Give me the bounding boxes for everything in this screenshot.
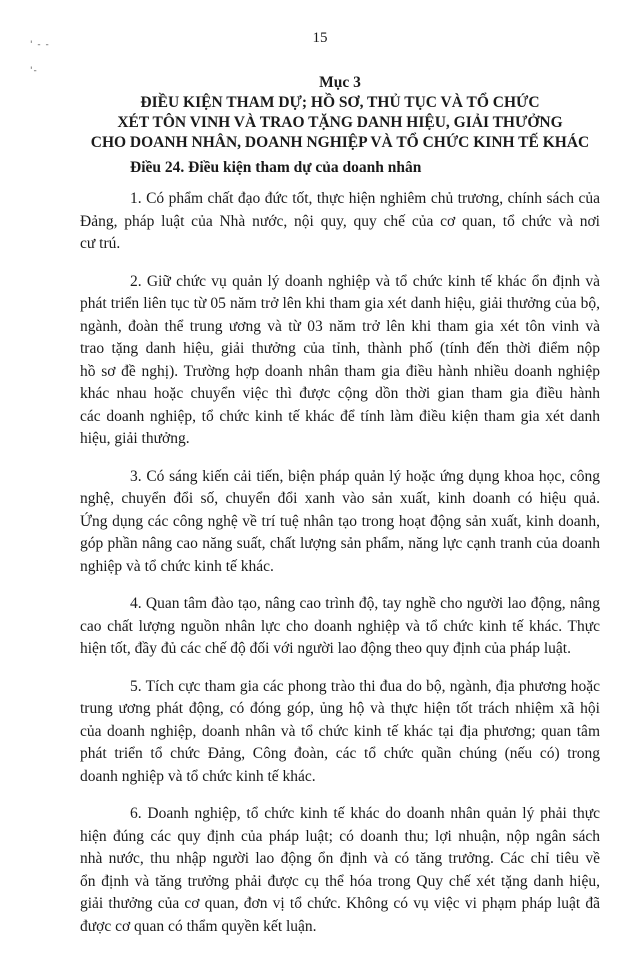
paragraph-line: 6. Doanh nghiệp, tổ chức kinh tế khác do doanh nhân quản lý phải thực <box>130 805 600 822</box>
paragraph-line: của doanh nghiệp, doanh nhân và tổ chức kinh tế khác tại địa phương; quan tâm <box>80 722 600 740</box>
section-title-line: CHO DOANH NHÂN, DOANH NGHIỆP VÀ TỔ CHỨC KINH TẾ KHÁC <box>90 134 590 151</box>
paragraph-line: Ứng dụng các công nghệ về trí tuệ nhân tạo trong hoạt động sản xuất, kinh doanh, <box>80 512 600 530</box>
paragraph-line: cao chất lượng nguồn nhân lực cho doanh nghiệp và tổ chức kinh tế khác. Thực <box>80 617 600 635</box>
article-title: Điều 24. Điều kiện tham dự của doanh nhân <box>130 159 422 176</box>
article-paragraph <box>80 676 600 789</box>
paragraph-line: doanh nghiệp và tổ chức kinh tế khác. <box>80 767 316 785</box>
margin-mark: '- <box>30 66 38 76</box>
paragraph-line: trao tặng danh hiệu, giải thưởng của tỉnh, thành phố (tính đến thời điểm nộp <box>80 340 600 357</box>
paragraph-line: phát triển tổ chức Đảng, Công đoàn, các tổ chức quần chúng (nếu có) trong <box>80 745 600 762</box>
paragraph-line: 5. Tích cực tham gia các phong trào thi đua do bộ, ngành, địa phương hoặc <box>130 677 600 695</box>
paragraph-line: nghệ, chuyển đổi số, chuyển đổi xanh vào sản xuất, kinh doanh có hiệu quả. <box>80 490 600 507</box>
section-heading <box>80 73 600 153</box>
paragraph-line: hồ sơ đề nghị). Trường hợp doanh nhân tham gia điều hành nhiều doanh nghiệp <box>80 362 600 380</box>
paragraph-line: được cơ quan có thẩm quyền kết luận. <box>80 917 317 935</box>
article-paragraph <box>80 271 600 451</box>
article-paragraph <box>80 593 600 661</box>
paragraph-line: ngành, đoàn thể trung ương và từ 03 năm trở lên khi tham gia xét tôn vinh và <box>80 317 600 335</box>
paragraph-line: giải thưởng của cơ quan, đơn vị tổ chức. Không có vụ việc vi phạm pháp luật đã <box>80 895 600 912</box>
paragraph-line: trung ương phát động, có đóng góp, ủng hộ và thực hiện tốt trách nhiệm xã hội <box>80 700 600 717</box>
paragraph-line: nghiệp và tổ chức kinh tế khác. <box>80 557 274 575</box>
paragraph-line: phát triển liên tục từ 05 năm trở lên khi tham gia xét danh hiệu, giải thưởng của bộ, <box>80 295 600 312</box>
page-number: 15 <box>312 30 328 46</box>
section-title-line: ĐIỀU KIỆN THAM DỰ; HỒ SƠ, THỦ TỤC VÀ TỔ CHỨC <box>140 94 540 111</box>
paragraph-line: ổn định và tăng trưởng phải được cụ thể hóa trong Quy chế xét tặng danh hiệu, <box>80 872 600 890</box>
paragraph-line: 4. Quan tâm đào tạo, nâng cao trình độ, tay nghề cho người lao động, nâng <box>130 595 600 612</box>
paragraph-line: 1. Có phẩm chất đạo đức tốt, thực hiện nghiêm chủ trương, chính sách của <box>130 190 600 207</box>
paragraph-line: hiệu, giải thưởng. <box>80 430 190 447</box>
article-paragraph <box>80 466 600 579</box>
paragraph-line: các doanh nghiệp, tổ chức kinh tế khác để tính làm điều kiện tham gia xét danh <box>80 407 600 425</box>
article-paragraph <box>80 188 600 256</box>
article-paragraph <box>80 803 600 938</box>
paragraph-line: hiện đúng các quy định của pháp luật; có doanh thu; lợi nhuận, nộp ngân sách <box>80 827 600 845</box>
section-title-line: XÉT TÔN VINH VÀ TRAO TẶNG DANH HIỆU, GIẢI THƯỞNG <box>117 114 563 131</box>
paragraph-line: 3. Có sáng kiến cải tiến, biện pháp quản lý hoặc ứng dụng khoa học, công <box>130 467 600 485</box>
section-label: Mục 3 <box>319 74 361 91</box>
paragraph-line: khác nhau hoặc chuyển việc thì được cộng dồn thời gian tham gia điều hành <box>80 385 600 402</box>
paragraph-line: hiện tốt, đầy đủ các chế độ đối với người lao động theo quy định của pháp luật. <box>80 640 571 657</box>
article-body <box>80 188 600 953</box>
paragraph-line: Đảng, pháp luật của Nhà nước, nội quy, quy chế của cơ quan, tổ chức và nơi <box>80 212 600 230</box>
paragraph-line: nhà nước, thu nhập người lao động ổn định và có tăng trưởng. Các chỉ tiêu về <box>80 850 600 867</box>
paragraph-line: góp phần nâng cao năng suất, chất lượng sản phẩm, năng lực cạnh tranh của doanh <box>80 535 600 552</box>
paragraph-line: cư trú. <box>80 235 121 252</box>
paragraph-line: 2. Giữ chức vụ quản lý doanh nghiệp và tổ chức kinh tế khác ổn định và <box>130 272 600 290</box>
margin-mark: ' - - <box>30 40 50 50</box>
